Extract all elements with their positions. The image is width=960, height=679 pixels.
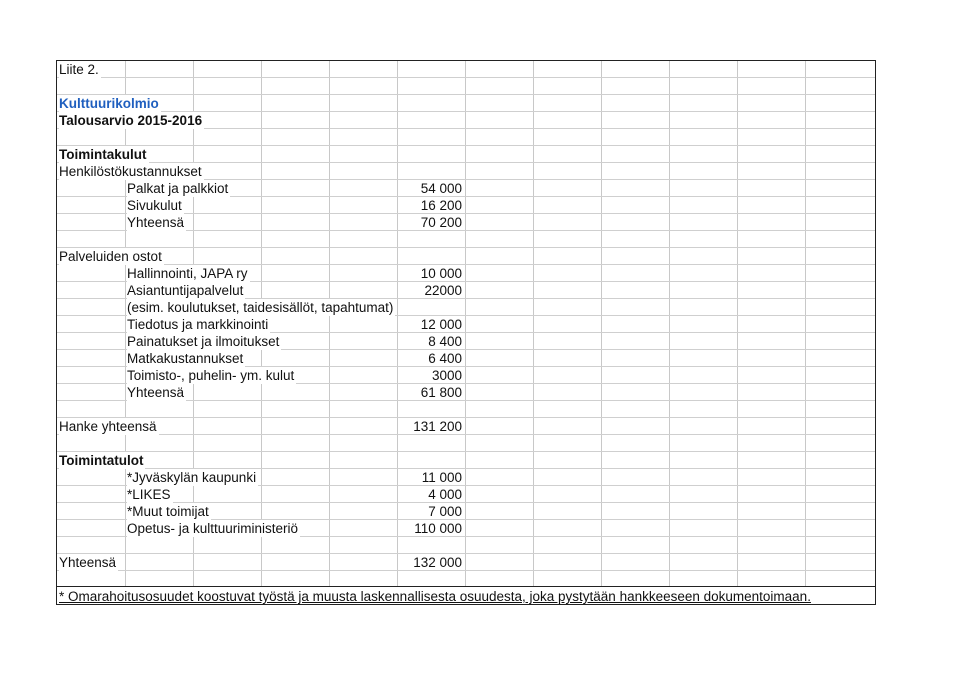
row-empty: [57, 435, 875, 452]
row-org: [57, 95, 875, 112]
income-value: 4 000: [428, 487, 462, 502]
line-item-label: Painatukset ja ilmoitukset: [127, 334, 280, 349]
budget-title: Talousarvio 2015-2016: [59, 113, 203, 128]
footnote: [57, 586, 875, 605]
line-item-label: Matkakustannukset: [127, 351, 244, 366]
line-item-label: Hallinnointi, JAPA ry: [127, 266, 248, 281]
line-item-label: Tiedotus ja markkinointi: [127, 317, 269, 332]
row-empty: [57, 401, 875, 418]
attachment-label: Liite 2.: [59, 62, 99, 77]
personnel-label: Henkilöstökustannukset: [59, 164, 202, 179]
income-label: Opetus- ja kulttuuriministeriö: [127, 521, 299, 536]
line-item-label: Toimisto-, puhelin- ym. kulut: [127, 368, 295, 383]
line-item-note: (esim. koulutukset, taidesisällöt, tapahtumat): [127, 300, 394, 315]
line-item-label: Sivukulut: [127, 198, 182, 213]
line-item-label: Palkat ja palkkiot: [127, 181, 229, 196]
row-personnel: [57, 163, 875, 180]
table-row: [57, 299, 875, 316]
line-item-value: 10 000: [420, 266, 462, 281]
subtotal-label: Yhteensä: [127, 385, 185, 400]
table-row: [57, 197, 875, 214]
line-item-value: 16 200: [420, 198, 462, 213]
row-income-heading: [57, 452, 875, 469]
income-total-label: Yhteensä: [59, 555, 117, 570]
project-total-value: 131 200: [413, 419, 462, 434]
table-row: [57, 180, 875, 197]
project-total-label: Hanke yhteensä: [59, 419, 157, 434]
table-row: [57, 503, 875, 520]
line-item-value: 8 400: [428, 334, 462, 349]
income-value: 11 000: [421, 470, 462, 485]
budget-sheet: [56, 60, 876, 605]
subtotal-value: 61 800: [420, 385, 462, 400]
row-empty: [57, 129, 875, 146]
row-title: [57, 112, 875, 129]
expenses-heading: Toimintakulut: [59, 147, 147, 162]
row-empty: [57, 537, 875, 554]
line-item-label: Asiantuntijapalvelut: [127, 283, 244, 298]
footnote-text: * Omarahoitusosuudet koostuvat työstä ja muusta laskennallisesta osuudesta, joka pystytään hankkeeseen dokumentoimaan.: [59, 589, 811, 604]
table-row: [57, 384, 875, 401]
row-project-total: [57, 418, 875, 435]
table-row: [57, 214, 875, 231]
line-item-value: 54 000: [420, 181, 462, 196]
income-label: *Jyväskylän kaupunki: [127, 470, 257, 485]
income-label: *LIKES: [127, 487, 171, 502]
row-services: [57, 248, 875, 265]
table-row: [57, 282, 875, 299]
income-total-value: 132 000: [413, 555, 462, 570]
services-label: Palveluiden ostot: [59, 249, 162, 264]
line-item-value: 22000: [424, 283, 462, 298]
row-attachment: [57, 61, 875, 78]
line-item-value: 12 000: [420, 317, 462, 332]
table-row: [57, 350, 875, 367]
income-value: 110 000: [414, 521, 462, 536]
table-row: [57, 265, 875, 282]
line-item-value: 3000: [431, 368, 462, 383]
table-row: [57, 469, 875, 486]
income-heading: Toimintatulot: [59, 453, 144, 468]
row-expenses-heading: [57, 146, 875, 163]
income-label: *Muut toimijat: [127, 504, 209, 519]
org-name: Kulttuurikolmio: [59, 96, 159, 111]
subtotal-value: 70 200: [420, 215, 462, 230]
income-value: 7 000: [428, 504, 462, 519]
table-row: [57, 367, 875, 384]
subtotal-label: Yhteensä: [127, 215, 185, 230]
row-empty: [57, 231, 875, 248]
table-row: [57, 316, 875, 333]
row-income-total: [57, 554, 875, 571]
table-row: [57, 520, 875, 537]
row-empty: [57, 78, 875, 95]
line-item-value: 6 400: [428, 351, 462, 366]
table-row: [57, 333, 875, 350]
table-row: [57, 486, 875, 503]
